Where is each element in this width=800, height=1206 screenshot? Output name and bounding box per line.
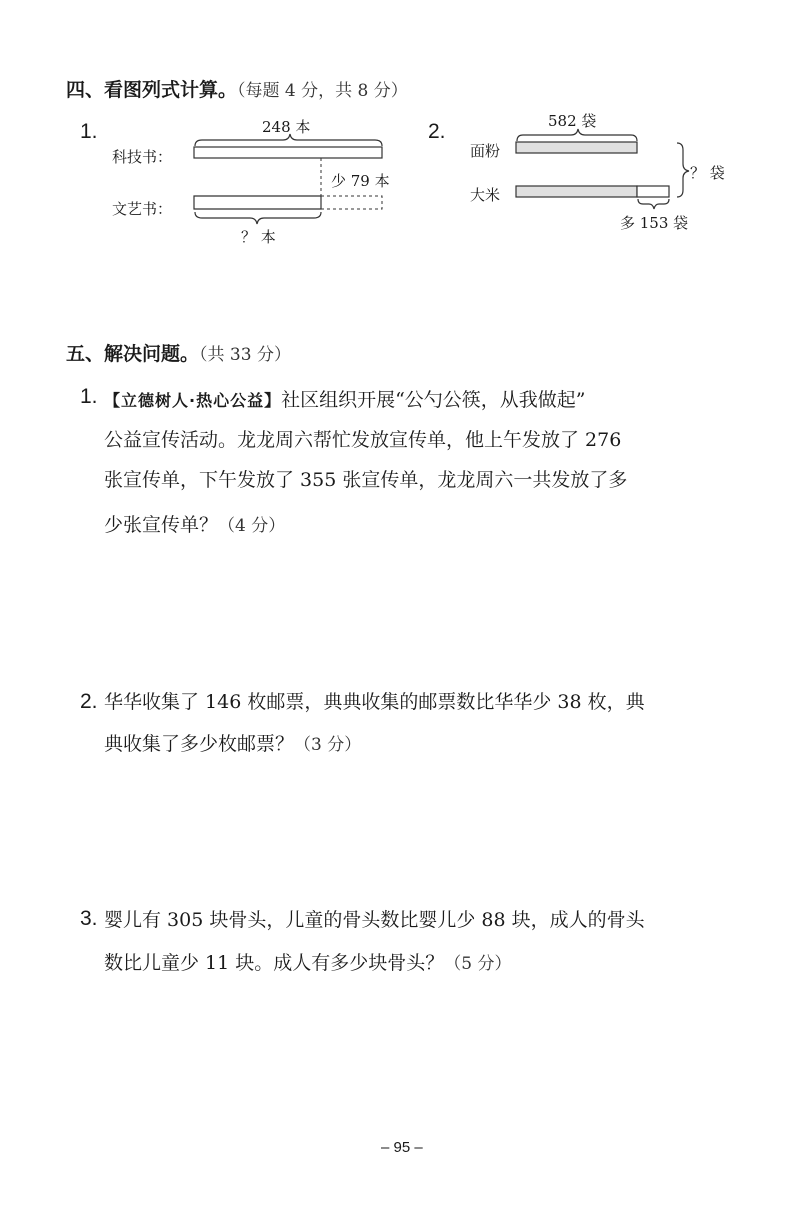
question2-score: （3 分） — [294, 735, 362, 755]
diagram2-bar-flour — [516, 142, 637, 153]
page-number: – 95 – — [381, 1139, 423, 1156]
diagram1-unknown-brace — [195, 212, 321, 224]
diagram2-right-brace — [677, 143, 689, 197]
section5-heading — [66, 339, 291, 366]
question1-number: 1. — [80, 385, 98, 408]
diagram1-number: 1. — [80, 120, 98, 143]
question1-line1 — [104, 380, 586, 421]
diagram2-bar-rice-extra — [637, 186, 669, 197]
question3-score: （5 分） — [444, 954, 512, 974]
diagram1-row1-label: 科技书： — [112, 148, 173, 166]
question1-score: （4 分） — [218, 516, 286, 536]
diagram1-less-label: 少 79 本 — [331, 172, 390, 190]
diagram1-bar-arts — [194, 196, 321, 209]
diagram1-bar-arts-dashed — [321, 196, 382, 209]
question3-number: 3. — [80, 907, 98, 930]
question3-line2-text: 数比儿童少 11 块。成人有多少块骨头？ — [104, 952, 445, 974]
diagram2-number: 2. — [428, 120, 446, 143]
diagram1-unknown-label: ？ 本 — [241, 228, 276, 246]
question2-number: 2. — [80, 690, 98, 713]
question1-line4 — [104, 505, 285, 546]
question1-line2: 公益宣传活动。龙龙周六帮忙发放宣传单，他上午发放了 276 — [104, 429, 622, 451]
diagram2-more-label: 多 153 袋 — [620, 214, 689, 232]
section5-title: 五、解决问题。 — [66, 343, 200, 365]
diagram2-top-brace — [517, 129, 637, 141]
question3-line1: 婴儿有 305 块骨头，儿童的骨头数比婴儿少 88 块，成人的骨头 — [104, 909, 645, 931]
diagram2-top-label: 582 袋 — [548, 112, 597, 130]
question1-line1-text: 社区组织开展“公勺公筷，从我做起” — [281, 389, 586, 411]
question1-line4-text: 少张宣传单？ — [104, 514, 219, 536]
diagram2-row2-label: 大米 — [470, 186, 501, 204]
diagram1-total-label: 248 本 — [262, 118, 311, 136]
question2-line1: 华华收集了 146 枚邮票，典典收集的邮票数比华华少 38 枚，典 — [104, 691, 645, 713]
section5-score-note: （共 33 分） — [199, 345, 291, 365]
question2-line2 — [104, 724, 361, 765]
diagram2-unknown-label: ？ 袋 — [690, 164, 725, 182]
diagram2-row1-label: 面粉 — [470, 142, 501, 160]
diagram2-bar-rice — [516, 186, 637, 197]
section4-title: 四、看图列式计算。 — [66, 79, 238, 101]
diagram1-row2-label: 文艺书： — [112, 200, 173, 218]
diagram1-total-brace — [195, 134, 382, 146]
diagram2-more-brace — [638, 199, 669, 209]
question3-line2 — [104, 943, 512, 984]
section4-score-note: （每题 4 分，共 8 分） — [237, 81, 408, 101]
question1-tag: 【立德树人·热心公益】 — [104, 391, 282, 410]
question1-line3: 张宣传单，下午发放了 355 张宣传单，龙龙周六一共发放了多 — [104, 469, 628, 491]
diagram1-bar-science — [194, 147, 382, 158]
question2-line2-text: 典收集了多少枚邮票？ — [104, 733, 295, 755]
